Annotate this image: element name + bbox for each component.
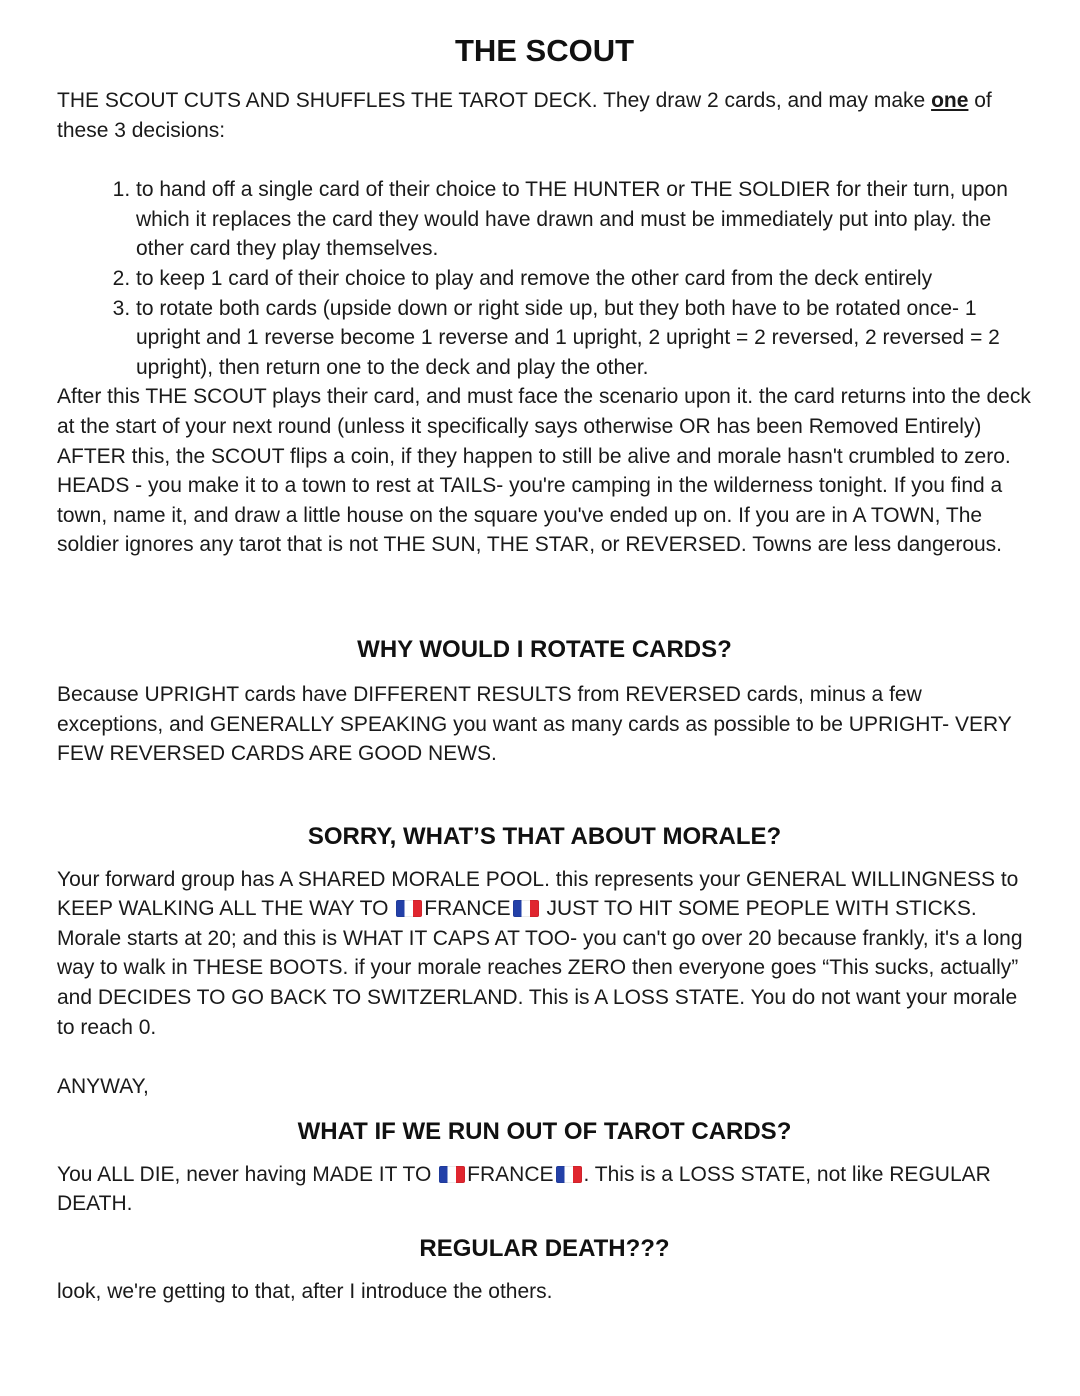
country-name: FRANCE — [424, 897, 511, 921]
page-title: THE SCOUT — [454, 33, 635, 68]
decision-item: 2. to keep 1 card of their choice to play and remove the other card from the deck entirely — [136, 264, 1032, 294]
france-flag-icon — [439, 1166, 465, 1183]
france-flag-icon — [513, 900, 539, 917]
rotate-heading: WHY WOULD I ROTATE CARDS? — [357, 635, 732, 663]
morale-rules-paragraph: Morale starts at 20; and this is WHAT IT CAPS AT TOO- you can't go over 20 because frankly, it's a long way to walk in THESE BOOTS. if your morale reaches ZERO then everyone goes “This sucks, actually” and DECIDES TO GO BACK TO SWITZERLAND. This is A LOSS STATE. You do not want your morale to reach 0. — [57, 926, 1023, 1039]
morale-text-end: JUST TO HIT SOME PEOPLE WITH STICKS. — [540, 897, 977, 921]
rotate-paragraph: Because UPRIGHT cards have DIFFERENT RESULTS from REVERSED cards, minus a few exceptions, and GENERALLY SPEAKING you want as many cards as possible to be UPRIGHT- VERY FEW REVERSED CARDS ARE GOOD NEWS. — [57, 682, 1012, 766]
morale-paragraph — [57, 865, 1032, 924]
anyway-text: ANYWAY, — [57, 1075, 149, 1099]
intro-text-start: THE SCOUT CUTS AND SHUFFLES THE TAROT DECK. They draw 2 cards, and may make — [57, 89, 932, 112]
tarot-text-end: . This is a LOSS STATE, not like REGULAR DEATH. — [57, 1162, 991, 1216]
tarot-paragraph — [57, 1160, 1032, 1219]
death-heading: REGULAR DEATH??? — [419, 1235, 670, 1263]
decision-item: 3. to rotate both cards (upside down or right side up, but they both have to be rotated once- 1 upright and 1 reverse become 1 reverse and 1 upright, 2 upright = 2 reversed, 2 reversed = 2 upright), then return one to the deck and play the other. — [136, 294, 1032, 383]
intro-paragraph — [57, 86, 1032, 145]
country-name: FRANCE — [467, 1162, 554, 1186]
after-play-paragraph: After this THE SCOUT plays their card, and must face the scenario upon it. the card returns into the deck at the start of your next round (unless it specifically says otherwise OR has been Removed Entirely) — [57, 385, 1031, 438]
morale-text-start: Your forward group has A SHARED MORALE POOL. this represents your GENERAL WILLINGNESS to KEEP WALKING ALL THE WAY TO — [57, 867, 1019, 921]
tarot-heading: WHAT IF WE RUN OUT OF TAROT CARDS? — [297, 1117, 792, 1145]
france-flag-icon — [396, 900, 422, 917]
coin-flip-paragraph: AFTER this, the SCOUT flips a coin, if they happen to still be alive and morale hasn't crumbled to zero. HEADS - you make it to a town to rest at TAILS- you're camping in the wilderness tonight. If you find a town, name it, and draw a little house on the square you've ended up on. If you are in A TOWN, The soldier ignores any tarot that is not THE SUN, THE STAR, or REVERSED. Towns are less dangerous. — [57, 444, 1011, 557]
decision-list — [57, 175, 1032, 382]
morale-heading: SORRY, WHAT’S THAT ABOUT MORALE? — [307, 822, 782, 850]
intro-emphasis: one — [931, 89, 969, 112]
document-page — [57, 30, 1032, 1307]
france-flag-icon — [556, 1166, 582, 1183]
death-paragraph: look, we're getting to that, after I introduce the others. — [57, 1280, 553, 1304]
intro-text-end: of these 3 decisions: — [57, 89, 992, 142]
tarot-text-start: You ALL DIE, never having MADE IT TO — [57, 1162, 438, 1186]
decision-item: 1. to hand off a single card of their choice to THE HUNTER or THE SOLDIER for their turn, upon which it replaces the card they would have drawn and must be immediately put into play. the other card they play themselves. — [136, 175, 1032, 264]
